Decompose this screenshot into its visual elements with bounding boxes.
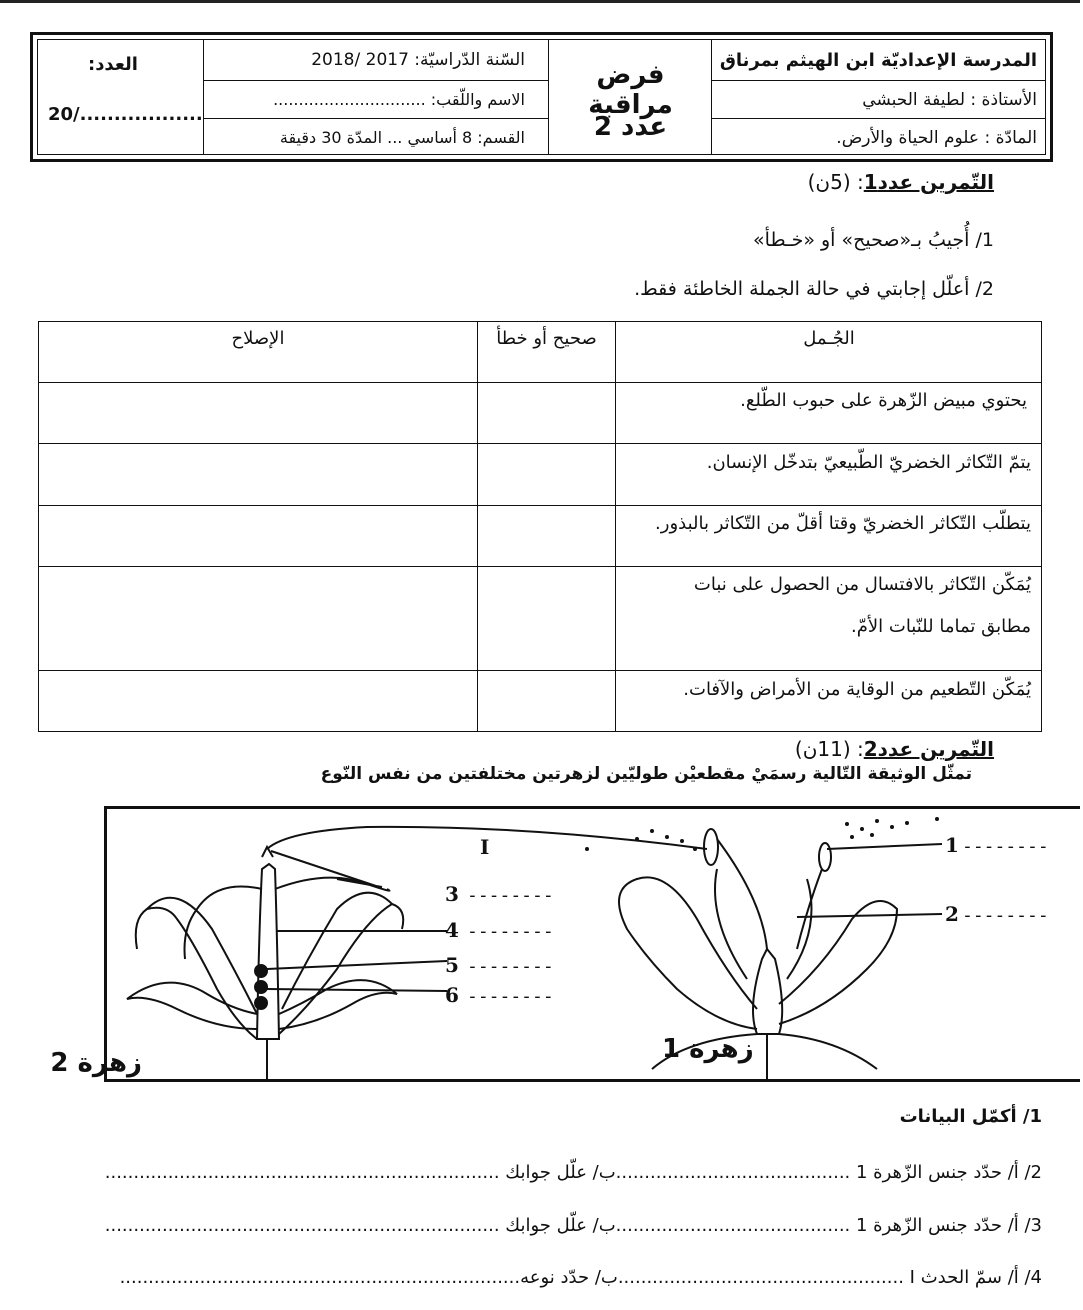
flower1-label: زهرة 1: [662, 1034, 754, 1064]
grade-value: 20/..................: [48, 104, 203, 125]
table-row: يتمّ التّكاثر الخضريّ الطّبيعيّ بتدخّل الإنسان.: [706, 452, 1031, 473]
blank-4: --------: [467, 921, 554, 942]
event-label-I: I: [480, 835, 490, 859]
exam-header: [30, 32, 1053, 162]
table-row: يُمَكّن التّطعيم من الوقاية من الأمراض والآفات.: [683, 679, 1031, 700]
exercise1-title: التّمرين عدد1: [863, 170, 994, 194]
true-false-table: [38, 321, 1042, 732]
flower-diagram: [50, 809, 1083, 1085]
blank-1: --------: [962, 836, 1049, 857]
header-true-false: صحيح أو خطأ: [496, 328, 597, 349]
exam-number: عدد 2: [593, 112, 668, 142]
correction-input[interactable]: [41, 384, 475, 442]
label-6: 6: [445, 983, 459, 1007]
flower-figure: [50, 806, 1080, 1082]
exercise2-points: : (11ن): [794, 737, 864, 761]
exercise2-heading: [795, 737, 994, 761]
teacher-name: الأستاذة : لطيفة الحبشي: [862, 90, 1037, 110]
blank-3: --------: [467, 885, 554, 906]
subject-name: المادّة : علوم الحياة والأرض.: [836, 128, 1037, 148]
table-row: يحتوي مبيض الزّهرة على حبوب الطّلع.: [740, 390, 1027, 411]
question-3: 3/ أ/ حدّد جنس الزّهرة 1 .........................................ب/ علّل جوابك .....................................................................: [104, 1215, 1042, 1236]
question-2: 2/ أ/ حدّد جنس الزّهرة 1 .........................................ب/ علّل جوابك .....................................................................: [104, 1162, 1042, 1183]
table-row-continued: مطابق تماما للنّبات الأمّ.: [851, 616, 1031, 637]
label-2: 2: [945, 902, 959, 926]
label-1: 1: [945, 833, 959, 857]
question-4: 4/ أ/ سمّ الحدث I ..................................................ب/ حدّد نوعه......................................................................: [119, 1267, 1042, 1288]
table-row: يُمَكّن التّكاثر بالافتسال من الحصول على نبات: [693, 574, 1031, 595]
blank-6: --------: [467, 986, 554, 1007]
flower2-label: زهرة 2: [50, 1048, 142, 1078]
exercise1-points: : (5ن): [807, 170, 864, 194]
flower1-drawing: [619, 829, 897, 1079]
exercise2-title: التّمرين عدد2: [863, 737, 994, 761]
name-field: الاسم واللّقب: ..............................: [273, 90, 525, 109]
top-rule: [0, 0, 1080, 3]
exam-title: فرض مراقبة: [588, 60, 673, 120]
table-row: يتطلّب التّكاثر الخضريّ وقتا أقلّ من التّكاثر بالبذور.: [655, 513, 1031, 534]
exercise1-heading: [808, 170, 994, 194]
header-correction: الإصلاح: [231, 328, 285, 349]
exercise2-intro: تمثّل الوثيقة التّالية رسمَيْ مقطعيْن طوليّين لزهرتين مختلفتين من نفس النّوع: [320, 764, 972, 784]
school-year: السّنة الدّراسيّة: 2017 /2018: [311, 50, 525, 70]
exercise1-instruction2: 2/ أعلّل إجابتي في حالة الجملة الخاطئة فقط.: [634, 278, 994, 300]
header-sentences: الجُـمل: [803, 328, 855, 349]
label-5: 5: [445, 953, 459, 977]
question-1: 1/ أكمّل البيانات: [899, 1106, 1042, 1127]
label-3: 3: [445, 882, 459, 906]
blank-2: --------: [962, 905, 1049, 926]
exercise1-instruction1: 1/ أُجيبُ بـ«صحيح» أو «خـطأ»: [753, 229, 994, 251]
grade-label: العدد:: [88, 54, 138, 75]
true-false-input[interactable]: [479, 384, 613, 442]
school-name: المدرسة الإعداديّة ابن الهيثم بمرناق: [719, 50, 1037, 71]
label-4: 4: [445, 918, 459, 942]
blank-5: --------: [467, 956, 554, 977]
class-duration: القسم: 8 أساسي ... المدّة 30 دقيقة: [279, 128, 525, 147]
